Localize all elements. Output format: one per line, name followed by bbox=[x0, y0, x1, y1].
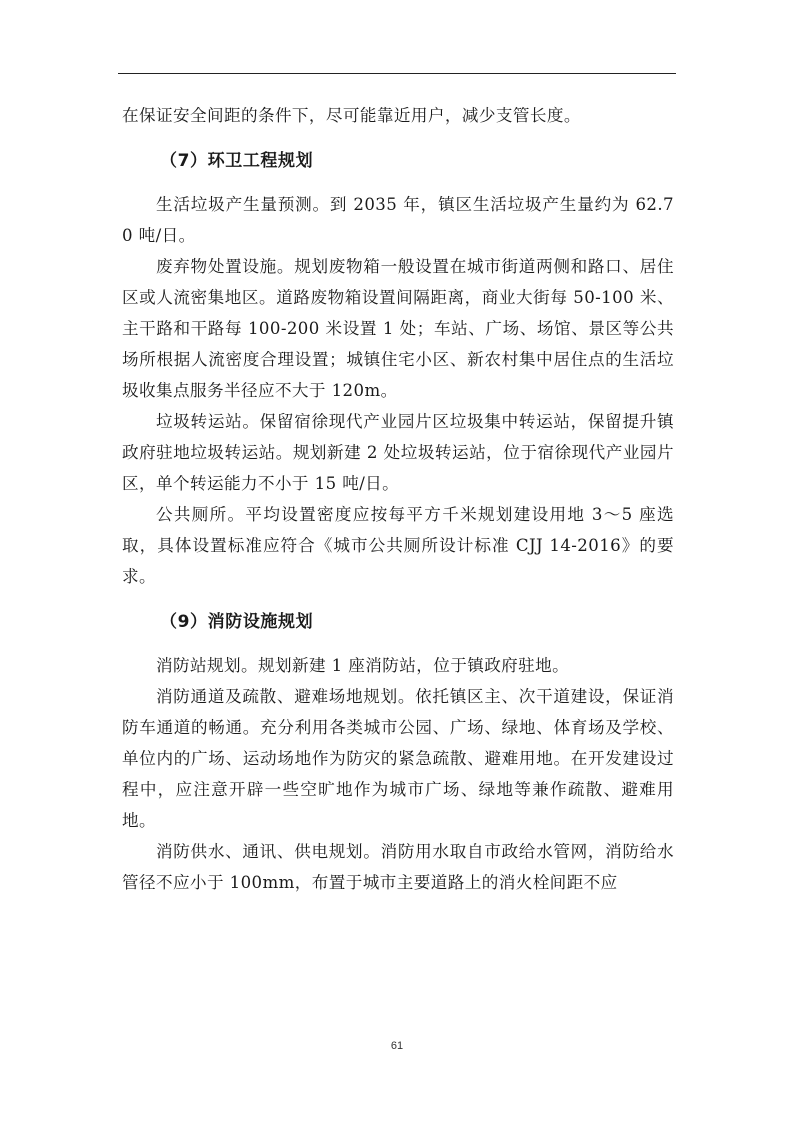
paragraph-fire-station: 消防站规划。规划新建 1 座消防站，位于镇政府驻地。 bbox=[156, 656, 570, 675]
section-heading-fire: （9）消防设施规划 bbox=[160, 612, 314, 632]
section-heading-sanitation: （7）环卫工程规划 bbox=[160, 151, 314, 171]
paragraph-transfer-station: 垃圾转运站。保留宿徐现代产业园片区垃圾集中转运站，保留提升镇政府驻地垃圾转运站。规划新建 2 处垃圾转运站，位于宿徐现代产业园片区，单个转运能力不小于 15 吨/日。 bbox=[122, 412, 674, 493]
paragraph-public-toilets: 公共厕所。平均设置密度应按每平方千米规划建设用地 3～5 座选取，具体设置标准应符合《城市公共厕所设计标准 CJJ 14-2016》的要求。 bbox=[122, 505, 674, 586]
paragraph-waste-forecast: 生活垃圾产生量预测。到 2035 年，镇区生活垃圾产生量约为 62.70 吨/日。 bbox=[122, 195, 674, 245]
page-number: 61 bbox=[390, 1040, 404, 1052]
paragraph-continuation: 在保证安全间距的条件下，尽可能靠近用户，减少支管长度。 bbox=[122, 106, 581, 125]
paragraph-fire-water: 消防供水、通讯、供电规划。消防用水取自市政给水管网，消防给水管径不应小于 100mm，布置于城市主要道路上的消火栓间距不应 bbox=[122, 842, 674, 892]
header-rule bbox=[118, 73, 676, 74]
paragraph-evacuation: 消防通道及疏散、避难场地规划。依托镇区主、次干道建设，保证消防车通道的畅通。充分利用各类城市公园、广场、绿地、体育场及学校、单位内的广场、运动场地作为防灾的紧急疏散、避难用地。在开发建设过程中，应注意开辟一些空旷地作为城市广场、绿地等兼作疏散、避难用地。 bbox=[122, 687, 674, 830]
paragraph-waste-facilities: 废弃物处置设施。规划废物箱一般设置在城市街道两侧和路口、居住区或人流密集地区。道路废物箱设置间隔距离，商业大街每 50-100 米、主干路和干路每 100-200 米设置 1 处；车站、广场、场馆、景区等公共场所根据人流密度合理设置；城镇住宅小区、新农村集中居住点的生活垃圾收集点服务半径应不大于 120m。 bbox=[122, 257, 674, 400]
document-body bbox=[122, 100, 674, 898]
